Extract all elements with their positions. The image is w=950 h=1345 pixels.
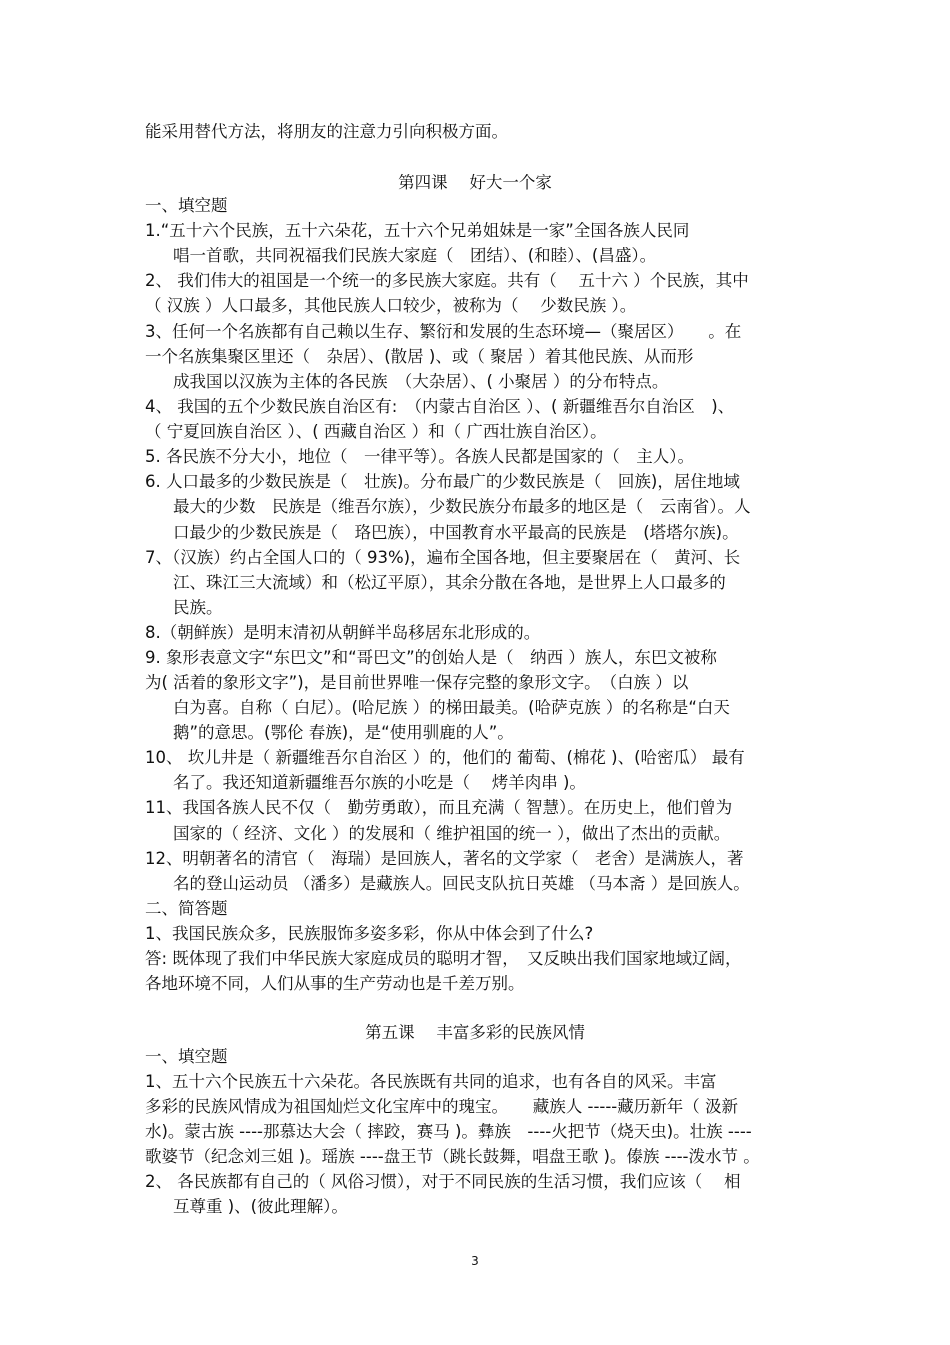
lesson-4-title: 第四课 好大一个家 (398, 173, 552, 192)
section-heading: 一、填空题 (145, 196, 228, 215)
text-line: 10、 坎儿井是（ 新疆维吾尔自治区 ）的，他们的 葡萄、(棉花 )、(哈密瓜） 最有 (145, 748, 745, 767)
text-line: 白为喜。自称（ 白尼）。(哈尼族 ）的梯田最美。(哈萨克族 ）的名称是“白天 (173, 698, 730, 717)
text-line: 2、 我们伟大的祖国是一个统一的多民族大家庭。共有（ 五十六 ）个民族，其中 (145, 271, 749, 290)
section-heading: 一、填空题 (145, 1047, 228, 1066)
text-line: 5. 各民族不分大小，地位（ 一律平等）。各族人民都是国家的（ 主人）。 (145, 447, 694, 466)
text-line: 水)。蒙古族 ----那慕达大会（ 摔跤，赛马 )。彝族 ----火把节（烧天虫)。壮族 ---- (145, 1122, 752, 1141)
section-heading: 二、简答题 (145, 899, 228, 918)
text-line: 国家的（ 经济、文化 ）的发展和（ 维护祖国的统一 ），做出了杰出的贡献。 (173, 824, 731, 843)
text-line: 最大的少数 民族是（维吾尔族），少数民族分布最多的地区是（ 云南省）。人 (173, 497, 751, 516)
text-line: 1、我国民族众多，民族服饰多姿多彩，你从中体会到了什么? (145, 924, 594, 943)
text-line: 各地环境不同，人们从事的生产劳动也是千差万别。 (145, 974, 525, 993)
text-line: 9. 象形表意文字“东巴文”和“哥巴文”的创始人是（ 纳西 ）族人，东巴文被称 (145, 648, 717, 667)
text-line: 为( 活着的象形文字”)，是目前世界唯一保存完整的象形文字。 （白族 ）以 (145, 673, 689, 692)
text-line: 名的登山运动员 （潘多）是藏族人。回民支队抗日英雄 （马本斋 ）是回族人。 (173, 874, 750, 893)
text-line: 民族。 (173, 598, 223, 617)
text-line: 成我国以汉族为主体的各民族 （大杂居）、( 小聚居 ）的分布特点。 (173, 372, 669, 391)
text-line: 多彩的民族风情成为祖国灿烂文化宝库中的瑰宝。 藏族人 -----藏历新年（ 汲新 (145, 1097, 739, 1116)
text-line: 6. 人口最多的少数民族是（ 壮族)。分布最广的少数民族是（ 回族)，居住地域 (145, 472, 740, 491)
text-line: 1.“五十六个民族，五十六朵花，五十六个兄弟姐妹是一家”全国各族人民同 (145, 221, 690, 240)
text-line: 7、（汉族）约占全国人口的（ 93%)，遍布全国各地，但主要聚居在（ 黄河、长 (145, 548, 741, 567)
text-line: 一个名族集聚区里还（ 杂居）、(散居 )、或（ 聚居 ）着其他民族、从而形 (145, 347, 694, 366)
text-line: 12、明朝著名的清官（ 海瑞）是回族人，著名的文学家（ 老舍）是满族人，著 (145, 849, 744, 868)
text-line: （ 汉族 ）人口最多，其他民族人口较少，被称为（ 少数民族 ）。 (145, 296, 637, 315)
text-line: 江、珠江三大流域）和（松辽平原），其余分散在各地，是世界上人口最多的 (173, 573, 726, 592)
text-line: 唱一首歌，共同祝福我们民族大家庭（ 团结）、(和睦）、(昌盛）。 (173, 246, 657, 265)
lesson-5-title: 第五课 丰富多彩的民族风情 (365, 1023, 585, 1042)
text-line: 答: 既体现了我们中华民族大家庭成员的聪明才智， 又反映出我们国家地域辽阔， (145, 949, 742, 968)
text-line: 能采用替代方法，将朋友的注意力引向积极方面。 (145, 122, 508, 141)
text-line: 2、 各民族都有自己的（ 风俗习惯），对于不同民族的生活习惯，我们应该（ 相 (145, 1172, 741, 1191)
text-line: 口最少的少数民族是（ 珞巴族），中国教育水平最高的民族是 (塔塔尔族)。 (173, 523, 739, 542)
text-line: 4、 我国的五个少数民族自治区有: （内蒙古自治区 ）、( 新疆维吾尔自治区 )、 (145, 397, 735, 416)
text-line: 11、我国各族人民不仅（ 勤劳勇敢），而且充满（ 智慧）。在历史上，他们曾为 (145, 798, 733, 817)
text-line: （ 宁夏回族自治区 ）、( 西藏自治区 ）和（ 广西壮族自治区）。 (145, 422, 607, 441)
page-number: 3 (471, 1254, 479, 1268)
text-line: 8.（朝鲜族）是明末清初从朝鲜半岛移居东北形成的。 (145, 623, 541, 642)
text-line: 1、五十六个民族五十六朵花。各民族既有共同的追求，也有各自的风采。丰富 (145, 1072, 717, 1091)
text-line: 名了。我还知道新疆维吾尔族的小吃是（ 烤羊肉串 )。 (173, 773, 586, 792)
text-line: 互尊重 )、(彼此理解）。 (173, 1197, 348, 1216)
text-line: 3、任何一个名族都有自己赖以生存、繁衍和发展的生态环境—（聚居区） 。在 (145, 322, 742, 341)
text-line: 鹅”的意思。(鄂伦 春族)，是“使用驯鹿的人”。 (173, 723, 514, 742)
text-line: 歌婆节（纪念刘三姐 )。瑶族 ----盘王节（跳长鼓舞，唱盘王歌 )。傣族 ----泼水节 。 (145, 1147, 760, 1166)
